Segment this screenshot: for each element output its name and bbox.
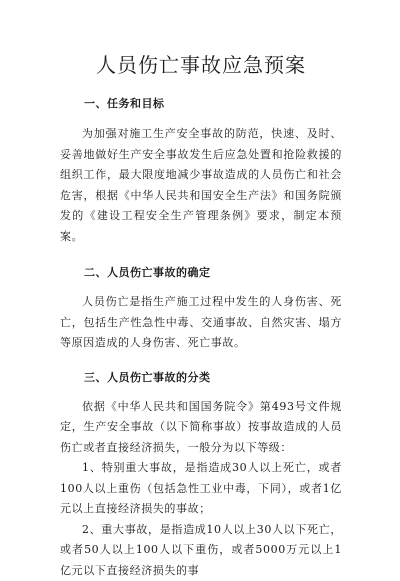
section-heading-casualty-definition: 二、人员伤亡事故的确定 — [60, 266, 342, 280]
section-heading-tasks-goals: 一、任务和目标 — [60, 97, 342, 111]
paragraph-casualty-definition: 人员伤亡是指生产施工过程中发生的人身伤害、死亡，包括生产性急性中毒、交通事故、自然灾害、塌方等原因造成的人身伤害、死亡事故。 — [60, 292, 342, 354]
paragraph-major-accident: 2、重大事故，是指造成10人以上30人以下死亡，或者50人以上100人以下重伤，或者5000万元以上1亿元以下直接经济损失的事 — [60, 520, 342, 581]
paragraph-especially-major-accident: 1、特别重大事故，是指造成30人以上死亡，或者100人以上重伤（包括急性工业中毒，下同），或者1亿元以上直接经济损失的事故； — [60, 458, 342, 520]
paragraph-classification-intro: 依据《中华人民共和国国务院令》第493号文件规定，生产安全事故（以下简称事故）按事故造成的人员伤亡或者直接经济损失，一般分为以下等级： — [60, 397, 342, 459]
section-heading-casualty-classification: 三、人员伤亡事故的分类 — [60, 371, 342, 385]
paragraph-tasks-goals: 为加强对施工生产安全事故的防范，快速、及时、妥善地做好生产安全事故发生后应急处置和抢险救援的组织工作，最大限度地减少事故造成的人员伤亡和社会危害，根据《中华人民共和国安全生产法》和国务院颁发的《建设工程安全生产管理条例》要求，制定本预案。 — [60, 124, 342, 247]
page-title: 人员伤亡事故应急预案 — [60, 53, 342, 77]
